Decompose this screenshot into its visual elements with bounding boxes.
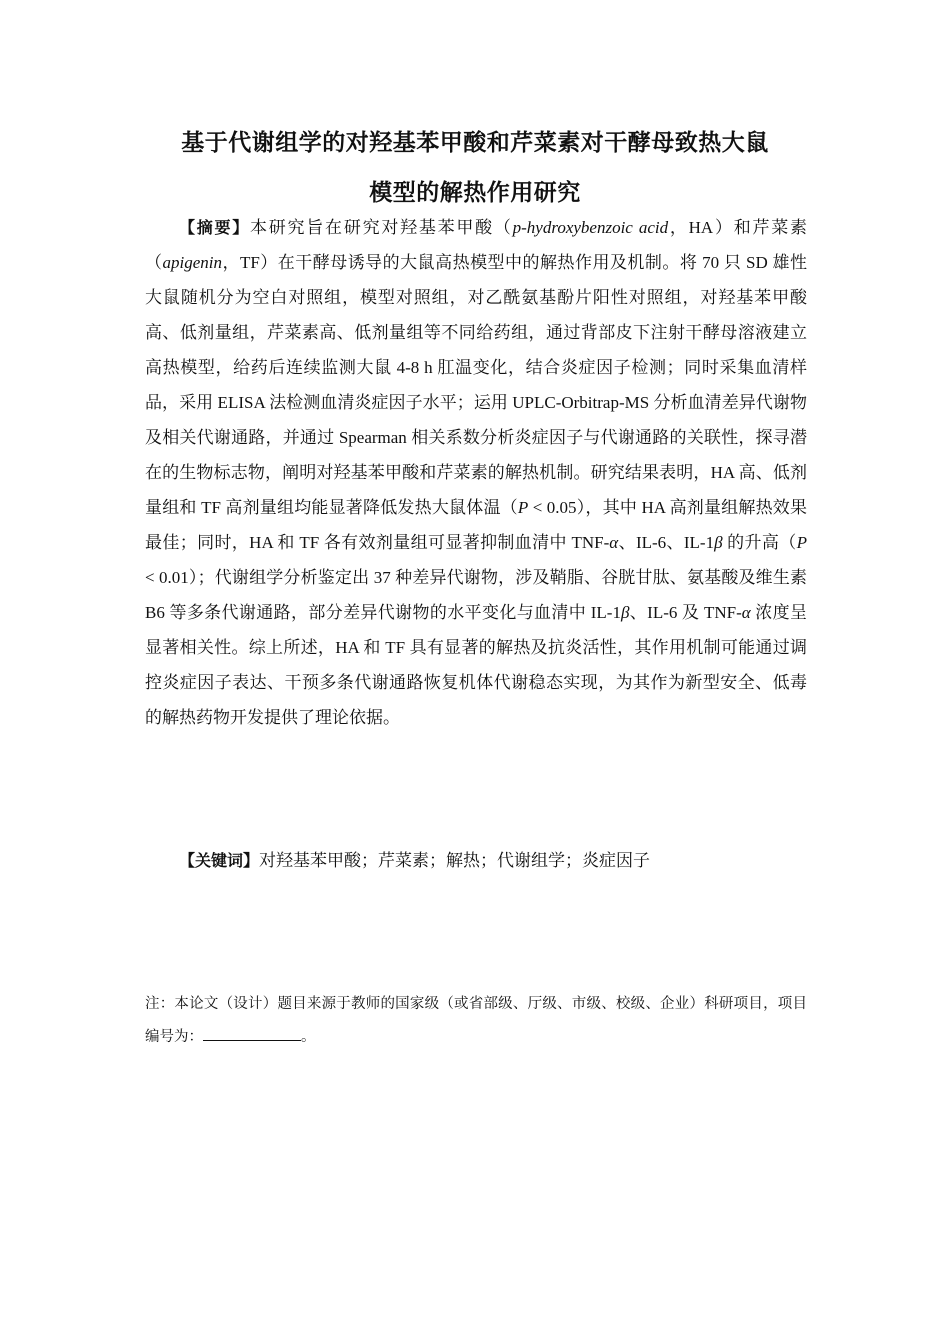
p-value-symbol: P — [796, 533, 808, 552]
alpha-symbol: α — [741, 603, 751, 622]
abstract-text: < 0.05），其中 HA 高剂量组解热效果最佳；同时，HA 和 TF 各有效剂量组可显著抑制血清中 TNF- — [145, 498, 808, 552]
abstract-text: 、IL-6、IL-1 — [618, 533, 715, 552]
note-end: 。 — [301, 1029, 316, 1045]
title-line-1: 基于代谢组学的对羟基苯甲酸和芹菜素对干酵母致热大鼠 — [181, 130, 769, 156]
title-line-2: 模型的解热作用研究 — [369, 180, 581, 206]
ha-english-name: p-hydroxybenzoic acid — [512, 218, 669, 237]
project-number-blank — [203, 1026, 301, 1041]
keywords-label: 【关键词】 — [179, 851, 260, 870]
abstract-paragraph — [145, 210, 807, 735]
paper-title — [140, 118, 810, 218]
abstract-text: 本研究旨在研究对羟基苯甲酸（ — [250, 218, 513, 237]
abstract-text: 浓度呈显著相关性。综上所述，HA 和 TF 具有显著的解热及抗炎活性，其作用机制可能通过调控炎症因子表达、干预多条代谢通路恢复机体代谢稳态实现，为其作为新型安全、低毒的解热药物开发提供了理论依据。 — [145, 603, 808, 727]
abstract-text: ，TF）在干酵母诱导的大鼠高热模型中的解热作用及机制。将 70 只 SD 雄性大鼠随机分为空白对照组，模型对照组，对乙酰氨基酚片阳性对照组，对羟基苯甲酸高、低剂量组，芹菜素高、低剂量组等不同给药组，通过背部皮下注射干酵母溶液建立高热模型，给药后连续监测大鼠 4-8 h 肛温变化，结合炎症因子检测；同时采集血清样品，采用 ELISA 法检测血清炎症因子水平；运用 UPLC-Orbitrap-MS 分析血清差异代谢物及相关代谢通路，并通过 Spearman 相关系数分析炎症因子与代谢通路的关联性，探寻潜在的生物标志物，阐明对羟基苯甲酸和芹菜素的解热机制。研究结果表明，HA 高、低剂量组和 TF 高剂量组均能显著降低发热大鼠体温（ — [145, 253, 807, 517]
abstract-text: ，HA）和芹菜素（ — [145, 218, 807, 272]
beta-symbol: β — [714, 533, 723, 552]
tf-english-name: apigenin — [162, 253, 222, 272]
beta-symbol: β — [620, 603, 630, 622]
abstract-text: < 0.01）；代谢组学分析鉴定出 37 种差异代谢物，涉及鞘脂、谷胱甘肽、氨基酸及维生素 B6 等多条代谢通路，部分差异代谢物的水平变化与血清中 IL-1 — [145, 568, 807, 622]
alpha-symbol: α — [609, 533, 619, 552]
note-text: 注：本论文（设计）题目来源于教师的国家级（或省部级、厅级、市级、校级、企业）科研项目，项目编号为： — [145, 996, 807, 1045]
project-note — [145, 988, 807, 1054]
abstract-label: 【摘要】 — [179, 218, 251, 237]
abstract-text: 、IL-6 及 TNF- — [629, 603, 742, 622]
p-value-symbol: P — [517, 498, 529, 517]
keywords-text: 对羟基苯甲酸；芹菜素；解热；代谢组学；炎症因子 — [259, 851, 651, 870]
keywords-paragraph — [145, 843, 807, 878]
abstract-text: 的升高（ — [722, 533, 797, 552]
